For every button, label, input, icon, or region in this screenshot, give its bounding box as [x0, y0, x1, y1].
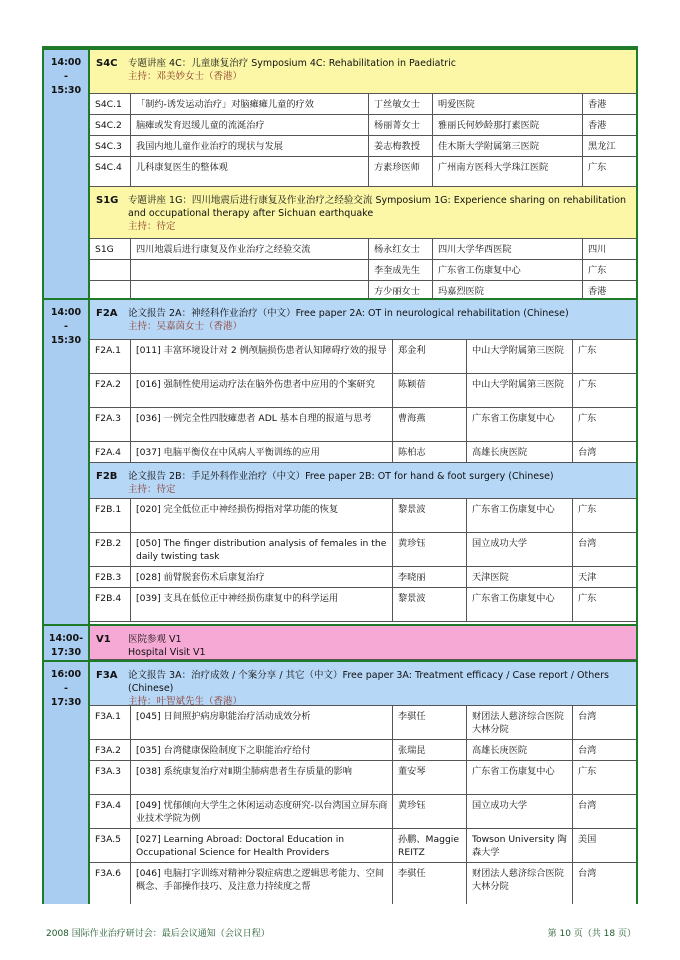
speaker: 黄珍钰 — [392, 533, 466, 566]
schedule-table — [42, 46, 638, 904]
session-code: S4C — [96, 58, 118, 69]
table-row — [90, 136, 636, 157]
paper-id: F2A.4 — [95, 447, 122, 458]
paper-title: 儿科康复医生的整体观 — [130, 157, 368, 186]
speaker: 李骐任 — [392, 706, 466, 739]
paper-id: S4C.2 — [95, 120, 122, 131]
speaker: 姜志梅教授 — [368, 136, 432, 156]
speaker: 杨永红女士 — [368, 239, 432, 259]
institution: 财团法人慈济综合医院大林分院 — [466, 863, 572, 904]
table-row — [90, 706, 636, 740]
institution: 国立成功大学 — [466, 795, 572, 828]
session-title-text: 医院参观 V1 — [128, 634, 182, 645]
session-title — [128, 57, 630, 83]
session-content — [90, 626, 636, 660]
paper-title — [130, 281, 368, 301]
session-header — [90, 662, 636, 706]
time-text: - — [64, 71, 68, 82]
session-header — [90, 463, 636, 499]
paper-id — [90, 260, 130, 280]
session-code: S1G — [96, 195, 119, 206]
paper-id: F3A.6 — [95, 868, 122, 879]
time-text: 14:00- — [48, 633, 84, 644]
region: 广东 — [572, 588, 636, 621]
region: 黑龙江 — [582, 136, 636, 156]
table-row — [90, 829, 636, 863]
time-cell — [44, 626, 90, 660]
region: 香港 — [582, 94, 636, 114]
paper-title: [049] 忧郁倾向大学生之休闲运动态度研究-以台湾国立屏东商业技术学院为例 — [130, 795, 392, 828]
region: 四川 — [582, 239, 636, 259]
session-code: F2A — [96, 308, 118, 319]
region: 香港 — [582, 281, 636, 301]
paper-title: [046] 电脑打字训练对精神分裂症病患之逻辑思考能力、空间概念、手部操作技巧、及注意力持续度之帮 — [130, 863, 392, 904]
session-code: V1 — [96, 634, 111, 645]
paper-id: F2B.4 — [95, 593, 122, 604]
time-cell — [44, 300, 90, 624]
paper-id: S4C.3 — [95, 141, 122, 152]
session-header — [90, 50, 636, 94]
table-row — [90, 157, 636, 187]
session-chair: 主持：吴嘉茵女士（香港） — [128, 321, 243, 332]
speaker: 方素珍医师 — [368, 157, 432, 186]
session-content — [90, 662, 636, 904]
institution: 财团法人慈济综合医院大林分院 — [466, 706, 572, 739]
session-title-text: 专题讲座 4C：儿童康复治疗 Symposium 4C: Rehabilitation in Paediatric — [128, 58, 456, 69]
speaker: 黎景波 — [392, 499, 466, 532]
time-text: 14:00 — [50, 307, 82, 318]
paper-title: 「制约-诱发运动治疗」对脑瘫瘫儿童的疗效 — [130, 94, 368, 114]
institution: 中山大学附属第三医院 — [466, 374, 572, 407]
session-title-text: 论文报告 2A：神经科作业治疗（中文）Free paper 2A: OT in neurological rehabilitation (Chinese) — [128, 308, 569, 319]
session-code: F3A — [96, 670, 118, 681]
session-title-text: 论文报告 2B：手足外科作业治疗（中文）Free paper 2B: OT for hand & foot surgery (Chinese) — [128, 471, 554, 482]
paper-id: F2B.2 — [95, 538, 122, 549]
region: 广东 — [572, 761, 636, 794]
table-row — [90, 94, 636, 115]
table-row — [90, 499, 636, 533]
institution: 四川大学华西医院 — [432, 239, 582, 259]
paper-id: S1G — [95, 244, 114, 255]
speaker: 孙鹏、Maggie REITZ — [392, 829, 466, 862]
region: 天津 — [572, 567, 636, 587]
time-text: 15:30 — [50, 335, 82, 346]
session-chair: 主持：待定 — [128, 484, 176, 495]
region: 香港 — [582, 115, 636, 135]
institution: 广州南方医科大学珠江医院 — [432, 157, 582, 186]
region: 台湾 — [572, 442, 636, 462]
table-row — [90, 740, 636, 761]
paper-title: 四川地震后进行康复及作业治疗之经验交流 — [130, 239, 368, 259]
session-header — [90, 626, 636, 660]
time-text: 16:00 — [50, 669, 82, 680]
speaker: 黎景波 — [392, 588, 466, 621]
table-row — [90, 260, 636, 281]
paper-title: [039] 支具在低位正中神经损伤康复中的科学运用 — [130, 588, 392, 621]
table-row — [90, 374, 636, 408]
table-row — [90, 239, 636, 260]
paper-title: [011] 丰富环境设计对 2 例颅脑损伤患者认知障碍疗效的报导 — [130, 340, 392, 373]
session-title — [128, 307, 630, 333]
speaker: 李晓丽 — [392, 567, 466, 587]
time-text: 15:30 — [50, 85, 82, 96]
paper-title: [038] 系统康复治疗对Ⅱ期尘肺病患者生存质量的影响 — [130, 761, 392, 794]
session-content — [90, 300, 636, 624]
time-text: 14:00 — [50, 57, 82, 68]
session-header — [90, 187, 636, 239]
paper-title: [035] 台湾健康保险制度下之职能治疗给付 — [130, 740, 392, 760]
institution: 国立成功大学 — [466, 533, 572, 566]
time-text: 17:30 — [50, 697, 82, 708]
paper-id: S4C.4 — [95, 162, 122, 173]
paper-id: F3A.1 — [95, 711, 122, 722]
region: 台湾 — [572, 740, 636, 760]
time-text: - — [64, 683, 68, 694]
paper-title: [028] 前臂脱套伤术后康复治疗 — [130, 567, 392, 587]
speaker: 黄珍钰 — [392, 795, 466, 828]
institution: 雅丽氏何妙龄那打素医院 — [432, 115, 582, 135]
paper-id: S4C.1 — [95, 99, 122, 110]
session-title — [128, 633, 630, 659]
institution: 广东省工伤康复中心 — [466, 588, 572, 621]
paper-title: [027] Learning Abroad: Doctoral Education in Occupational Science for Health Providers — [130, 829, 392, 862]
speaker: 方少丽女士 — [368, 281, 432, 301]
schedule-block — [44, 300, 636, 626]
time-text: 17:30 — [50, 647, 82, 658]
paper-id — [90, 281, 130, 301]
paper-title: [036] 一例完全性四肢瘫患者 ADL 基本自理的报道与思考 — [130, 408, 392, 441]
institution: 广东省工伤康复中心 — [466, 499, 572, 532]
institution: 广东省工伤康复中心 — [466, 761, 572, 794]
table-row — [90, 761, 636, 795]
institution: 广东省工伤康复中心 — [432, 260, 582, 280]
table-row — [90, 340, 636, 374]
session-title-text: 论文报告 3A：治疗成效 / 个案分享 / 其它（中文）Free paper 3A: Treatment efficacy / Case report / Others (Chinese) — [128, 670, 609, 694]
paper-title: [037] 电脑平衡仪在中风病人平衡训练的应用 — [130, 442, 392, 462]
session-header — [90, 300, 636, 340]
session-title — [128, 669, 630, 708]
table-row — [90, 533, 636, 567]
schedule-block — [44, 626, 636, 662]
session-title — [128, 470, 630, 496]
region: 广东 — [572, 340, 636, 373]
table-row — [90, 795, 636, 829]
paper-id: F2B.1 — [95, 504, 122, 515]
institution: 佳木斯大学附属第三医院 — [432, 136, 582, 156]
region: 广东 — [572, 408, 636, 441]
footer-left: 2008 国际作业治疗研讨会：最后会议通知（会议日程） — [46, 929, 270, 939]
table-row — [90, 863, 636, 904]
session-chair: 主持：待定 — [128, 221, 176, 232]
table-row — [90, 588, 636, 622]
session-chair: 主持：叶智斌先生（香港） — [128, 696, 243, 707]
time-cell — [44, 50, 90, 298]
region: 广东 — [582, 157, 636, 186]
speaker: 董安琴 — [392, 761, 466, 794]
institution: 明爱医院 — [432, 94, 582, 114]
paper-id: F2A.3 — [95, 413, 122, 424]
paper-title: [016] 强制性使用运动疗法在脑外伤患者中应用的个案研究 — [130, 374, 392, 407]
schedule-block — [44, 50, 636, 300]
institution: 广东省工伤康复中心 — [466, 408, 572, 441]
time-cell — [44, 662, 90, 904]
session-code: F2B — [96, 471, 118, 482]
table-row — [90, 115, 636, 136]
schedule-block — [44, 662, 636, 904]
region: 台湾 — [572, 533, 636, 566]
footer-right: 第 10 页（共 18 页） — [547, 929, 636, 939]
speaker: 杨丽菁女士 — [368, 115, 432, 135]
table-row — [90, 567, 636, 588]
paper-id: F3A.2 — [95, 745, 122, 756]
speaker: 陈颖蓓 — [392, 374, 466, 407]
speaker: 曹海燕 — [392, 408, 466, 441]
region: 台湾 — [572, 795, 636, 828]
paper-id: F3A.5 — [95, 834, 122, 845]
paper-id: F2A.2 — [95, 379, 122, 390]
paper-title: [050] The finger distribution analysis of females in the daily twisting task — [130, 533, 392, 566]
session-chair: 主持：邓美妙女士（香港） — [128, 71, 243, 82]
paper-title: [045] 日间照护病房职能治疗活动成效分析 — [130, 706, 392, 739]
session-title-text: 专题讲座 1G：四川地震后进行康复及作业治疗之经验交流 Symposium 1G: Experience sharing on rehabilitation and occupational therapy after Sichuan earthquake — [128, 195, 627, 219]
speaker: 李骐任 — [392, 863, 466, 904]
speaker: 丁丝敏女士 — [368, 94, 432, 114]
table-row — [90, 281, 636, 302]
paper-title — [130, 260, 368, 280]
speaker: 陈柏志 — [392, 442, 466, 462]
institution: 玛嘉烈医院 — [432, 281, 582, 301]
session-title — [128, 194, 630, 233]
speaker: 李奎成先生 — [368, 260, 432, 280]
table-row — [90, 408, 636, 442]
speaker: 张瑞昆 — [392, 740, 466, 760]
paper-id: F2B.3 — [95, 572, 122, 583]
paper-title: 我国内地儿童作业治疗的现状与发展 — [130, 136, 368, 156]
session-chair: Hospital Visit V1 — [128, 647, 206, 658]
region: 广东 — [572, 499, 636, 532]
time-text: - — [64, 321, 68, 332]
region: 台湾 — [572, 706, 636, 739]
institution: 天津医院 — [466, 567, 572, 587]
institution: 中山大学附属第三医院 — [466, 340, 572, 373]
paper-title: [020] 完全低位正中神经损伤拇指对掌功能的恢复 — [130, 499, 392, 532]
paper-id: F2A.1 — [95, 345, 122, 356]
institution: 高雄长庚医院 — [466, 442, 572, 462]
region: 台湾 — [572, 863, 636, 904]
session-content — [90, 50, 636, 298]
institution: Towson University 陶森大学 — [466, 829, 572, 862]
institution: 高雄长庚医院 — [466, 740, 572, 760]
speaker: 郑金利 — [392, 340, 466, 373]
table-row — [90, 442, 636, 463]
paper-title: 脑瘫或发育迟缓儿童的流涎治疗 — [130, 115, 368, 135]
region: 广东 — [582, 260, 636, 280]
region: 美国 — [572, 829, 636, 862]
paper-id: F3A.4 — [95, 800, 122, 811]
paper-id: F3A.3 — [95, 766, 122, 777]
region: 广东 — [572, 374, 636, 407]
